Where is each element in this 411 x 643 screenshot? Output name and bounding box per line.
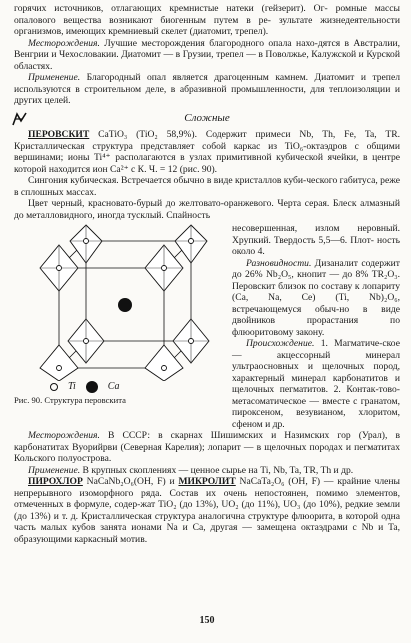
perovskite-structure-icon xyxy=(14,223,226,381)
perovskite-figure xyxy=(14,223,226,430)
perovskite-application-paragraph xyxy=(14,465,400,477)
figure-legend xyxy=(50,381,226,393)
text-line: ромные массы опалового вещества возникают биогенным путем в ре- xyxy=(14,3,400,26)
microlite-name: МИКРОЛИТ xyxy=(178,476,236,487)
pyrochlore-name: ПИРОХЛОР xyxy=(28,476,83,487)
intro-paragraph xyxy=(14,3,400,38)
perovskite-paragraph xyxy=(14,129,400,175)
perovskite-name: ПЕРОВСКИТ xyxy=(28,129,90,140)
microlite-formula: NaCaTa₂O₆ (OH, F) xyxy=(235,476,321,487)
deposits-paragraph xyxy=(14,38,400,73)
varieties-label: Разновидности. xyxy=(246,257,312,269)
syngony-paragraph: Сингония кубическая. Встречается обычно в виде кристаллов куби-ческого габитуса, реже в сплошных массах. xyxy=(14,175,400,198)
ti-legend-icon xyxy=(50,383,58,391)
perovskite-deposits-paragraph xyxy=(14,430,400,465)
perovskite-text: Содержит примеси Nb, Th, Fe, Ta, TR. Кристаллическая структура представляет собой каркас из TiO₆-октаэдров с общими вершинами; ионы Ti⁴⁺ располагаются в узлах примитивной кубической ячейки, в центре которой находится ион Ca²⁺ с К. Ч. = 12 (рис. 90). xyxy=(14,129,401,175)
deposits-label: Месторождения. xyxy=(28,37,100,49)
perovskite-application-label: Применение. xyxy=(28,464,81,476)
page-number: 150 xyxy=(199,615,215,626)
varieties-name: Дизаналит xyxy=(311,257,358,269)
text-line: зультате жизнедеятельности организмов, имеющих кремниевый скелет xyxy=(14,14,400,37)
origin-label: Происхождение. xyxy=(246,338,315,349)
text-line: ность около 4. xyxy=(232,234,400,257)
page xyxy=(14,3,401,626)
right-column-lines xyxy=(232,223,400,258)
legend-ca: Ca xyxy=(107,381,120,393)
varieties-text: содержит до 26% Nb₂O₅, кнопит — до 8% TR₂O₃. Перовскит близок по составу к лопариту (Ca, Na, Ce) (Ti, Nb)₂O₆, встречающемуся обыч-но в виде двойников прорастания по флюоритовому закону. xyxy=(232,257,400,338)
perovskite-application-text: В крупных скоплениях — ценное сырье на Ti, Nb, Ta, TR, Th и др. xyxy=(80,464,354,476)
figure-caption: Рис. 90. Структура перовскита xyxy=(14,395,126,405)
varieties-paragraph xyxy=(232,258,400,339)
pyrochlore-paragraph xyxy=(14,476,400,545)
text-line: несовершенная, излом неровный. xyxy=(232,223,400,234)
application-text: Благородный опал является драгоценным камнем. Диатомит и трепел используются в строительном деле, в абразивной промышленности, для теплоизоляции и других целей. xyxy=(14,72,400,106)
section-title: Сложные xyxy=(184,111,230,124)
ca-legend-icon xyxy=(86,381,98,393)
text-line: Хрупкий. Твердость 5,5—6. Плот- xyxy=(232,234,374,246)
origin-text: 1. Магматиче-ское — акцессорный минерал ультраосновных и щелочных пород, характерный минерал карбонатитов и щелочных пегматитов. 2. Контак-тово-метасоматическое — вместе с гранатом, пироксеном, везувианом, хлоритом, сфеном и др. xyxy=(232,338,400,430)
color-paragraph: Цвет черный, красновато-бурый до желтовато-оранжевого. Черта серая. Блеск алмазный до металловидного, иногда тусклый. Спайность xyxy=(14,198,400,221)
application-label: Применение. xyxy=(28,72,81,83)
pyrochlore-formula: NaCaNb₂O₆(OH, F) и xyxy=(82,476,179,487)
text-line: (диатомит, трепел). xyxy=(189,26,269,37)
perovskite-formula: CaTiO₃ (TiO₂ 58,9%). xyxy=(89,129,198,140)
text-line: горячих источников, отлагающих кремнистые натеки (гейзерит). Ог- xyxy=(14,3,328,14)
section-header xyxy=(14,113,400,125)
perovskite-deposits-label: Месторождения. xyxy=(28,430,100,441)
deposits-text: Лучшие месторождения благородного опала нахо-дятся в Австралии, Венгрии и Чехословакии. Диатомит — в Грузии, трепел — в Поволжье, Калужской и Курской областях. xyxy=(14,37,400,72)
legend-ti: Ti xyxy=(68,381,76,393)
figure-block xyxy=(14,223,400,430)
application-paragraph xyxy=(14,72,400,107)
pyrochlore-text: — крайние члены непрерывного изоморфного ряда. Состав их очень непостоянен, помимо элементов, отмеченных в формуле, содер-жат TiO₂ (до 13%), UO₂ (до 11%), UO₃ (до 10%), редкие земли (до 13%) и т. д. Кристаллическая структура аналогична структуре флюорита, в которой одна часть малых кубов занята ионами Na и Ca, другая — замещена октаэдрами с Nb и Ta, образующими каркасный мотив. xyxy=(14,476,401,545)
perovskite-deposits-text: В СССР: в скарнах Шишимских и Назимских гор (Урал), в карбонатитах Вуорийрви (Северная Карелия); лопарит — в щелочных породах и пегматитах Кольского полуострова. xyxy=(14,430,400,464)
right-column xyxy=(232,223,400,430)
origin-paragraph xyxy=(232,338,400,430)
section-marker-icon xyxy=(10,111,32,127)
